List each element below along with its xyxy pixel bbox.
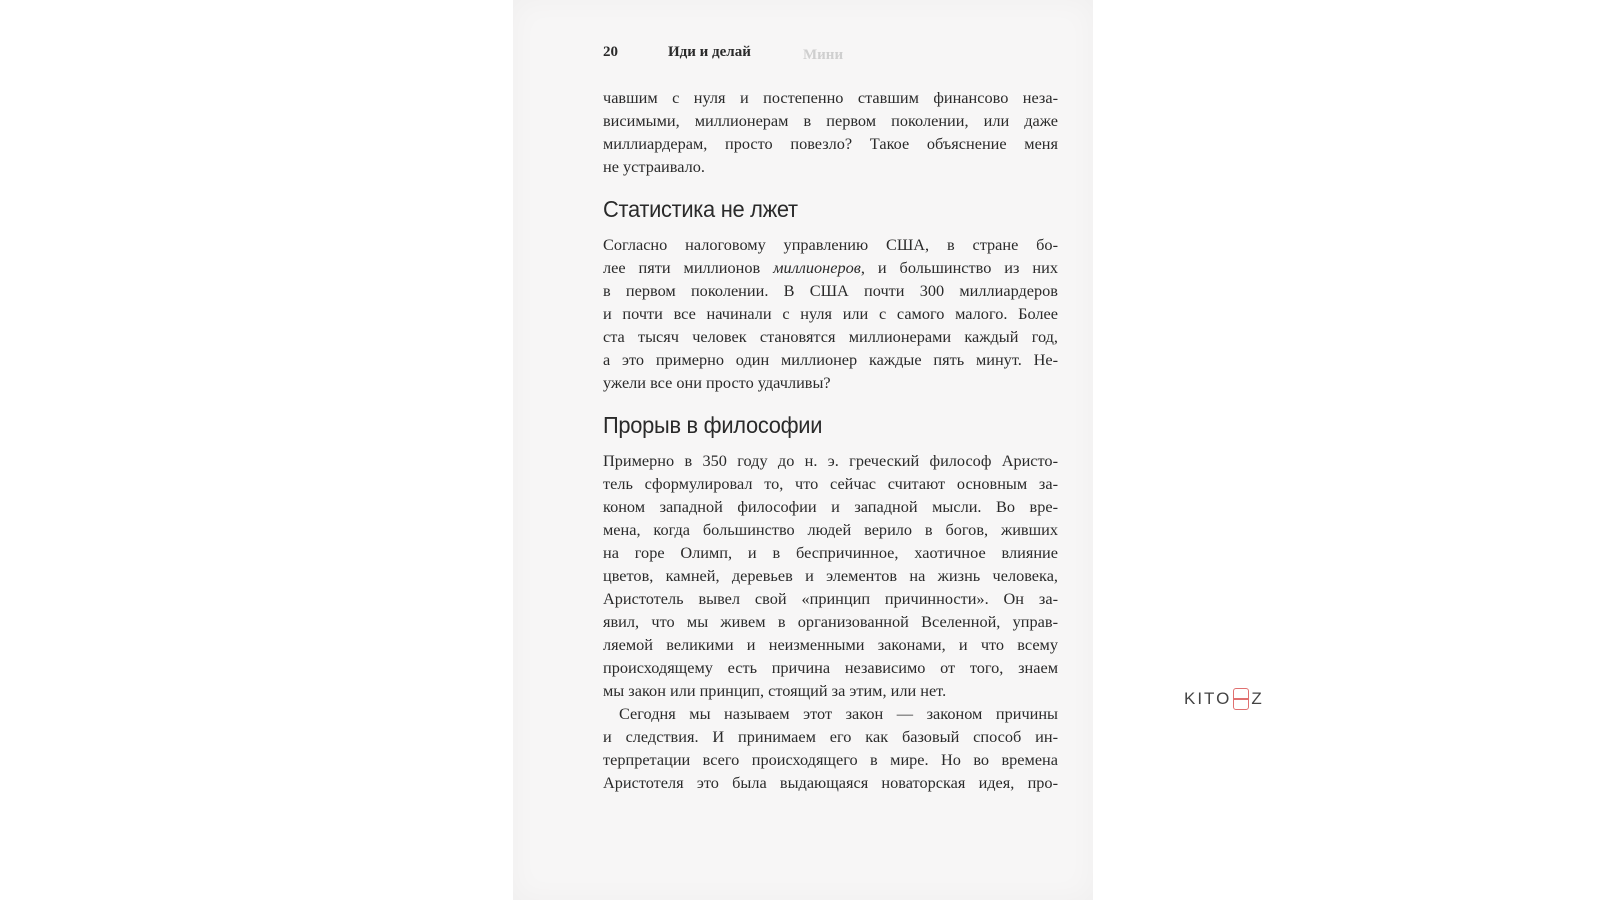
text-line: терпретации всего происходящего в мире. Но во времена — [603, 750, 1058, 769]
text-line: чавшим с нуля и постепенно ставшим финансово неза- — [603, 88, 1058, 107]
text-line: происходящему есть причина независимо от того, знаем — [603, 658, 1058, 677]
watermark-logo-icon — [1233, 688, 1249, 710]
kitobz-watermark — [1184, 688, 1264, 710]
text-line: висимыми, миллионерам в первом поколении, или даже — [603, 111, 1058, 130]
text-line: ста тысяч человек становятся миллионерами каждый год, — [603, 327, 1058, 346]
text-line: мы закон или принцип, стоящий за этим, или нет. — [603, 681, 947, 700]
page-content — [603, 44, 1058, 794]
text-fragment: лее пяти миллионов — [603, 258, 774, 277]
text-line: а это примерно один миллионер каждые пять минут. Не- — [603, 350, 1058, 369]
running-header — [603, 44, 1058, 64]
text-line: миллиардерам, просто повезло? Такое объяснение меня — [603, 134, 1058, 153]
text-line: ляемой великими и неизменными законами, и что всему — [603, 635, 1058, 654]
text-line: Согласно налоговому управлению США, в стране бо- — [603, 235, 1058, 254]
body-text — [603, 86, 1058, 794]
text-line: явил, что мы живем в организованной Вселенной, управ- — [603, 612, 1058, 631]
text-line: на горе Олимп, и в беспричинное, хаотичное влияние — [603, 543, 1058, 562]
section-heading: Статистика не лжет — [603, 196, 798, 222]
section-heading: Прорыв в философии — [603, 412, 823, 438]
text-fragment: , и большинство из них — [860, 258, 1058, 277]
text-line: и почти все начинали с нуля или с самого малого. Более — [603, 304, 1058, 323]
text-line: в первом поколении. В США почти 300 миллиардеров — [603, 281, 1058, 300]
text-line: мена, когда большинство людей верило в богов, живших — [603, 520, 1058, 539]
book-page — [513, 0, 1093, 900]
text-line: цветов, камней, деревьев и элементов на жизнь человека, — [603, 566, 1058, 585]
page-number: 20 — [603, 44, 618, 60]
text-line: не устраивало. — [603, 157, 705, 176]
text-line: Сегодня мы называем этот закон — законом причины — [619, 704, 1058, 723]
watermark-right: Z — [1251, 689, 1264, 708]
watermark-left: KITO — [1184, 689, 1232, 708]
text-line: и следствия. И принимаем его как базовый способ ин- — [603, 727, 1058, 746]
text-line: ужели все они просто удачливы? — [603, 373, 831, 392]
emphasized-word: миллионеров — [773, 258, 861, 277]
show-through-text: Мини — [803, 47, 844, 63]
text-line: коном западной философии и западной мысли. Во вре- — [603, 497, 1058, 516]
text-line: Примерно в 350 году до н. э. греческий философ Аристо- — [603, 451, 1058, 470]
text-line — [603, 256, 1058, 279]
running-title: Иди и делай — [668, 44, 751, 60]
text-line: Аристотель вывел свой «принцип причинности». Он за- — [603, 589, 1058, 608]
text-line: Аристотеля это была выдающаяся новаторская идея, про- — [603, 773, 1058, 792]
text-line: тель сформулировал то, что сейчас считают основным за- — [603, 474, 1058, 493]
